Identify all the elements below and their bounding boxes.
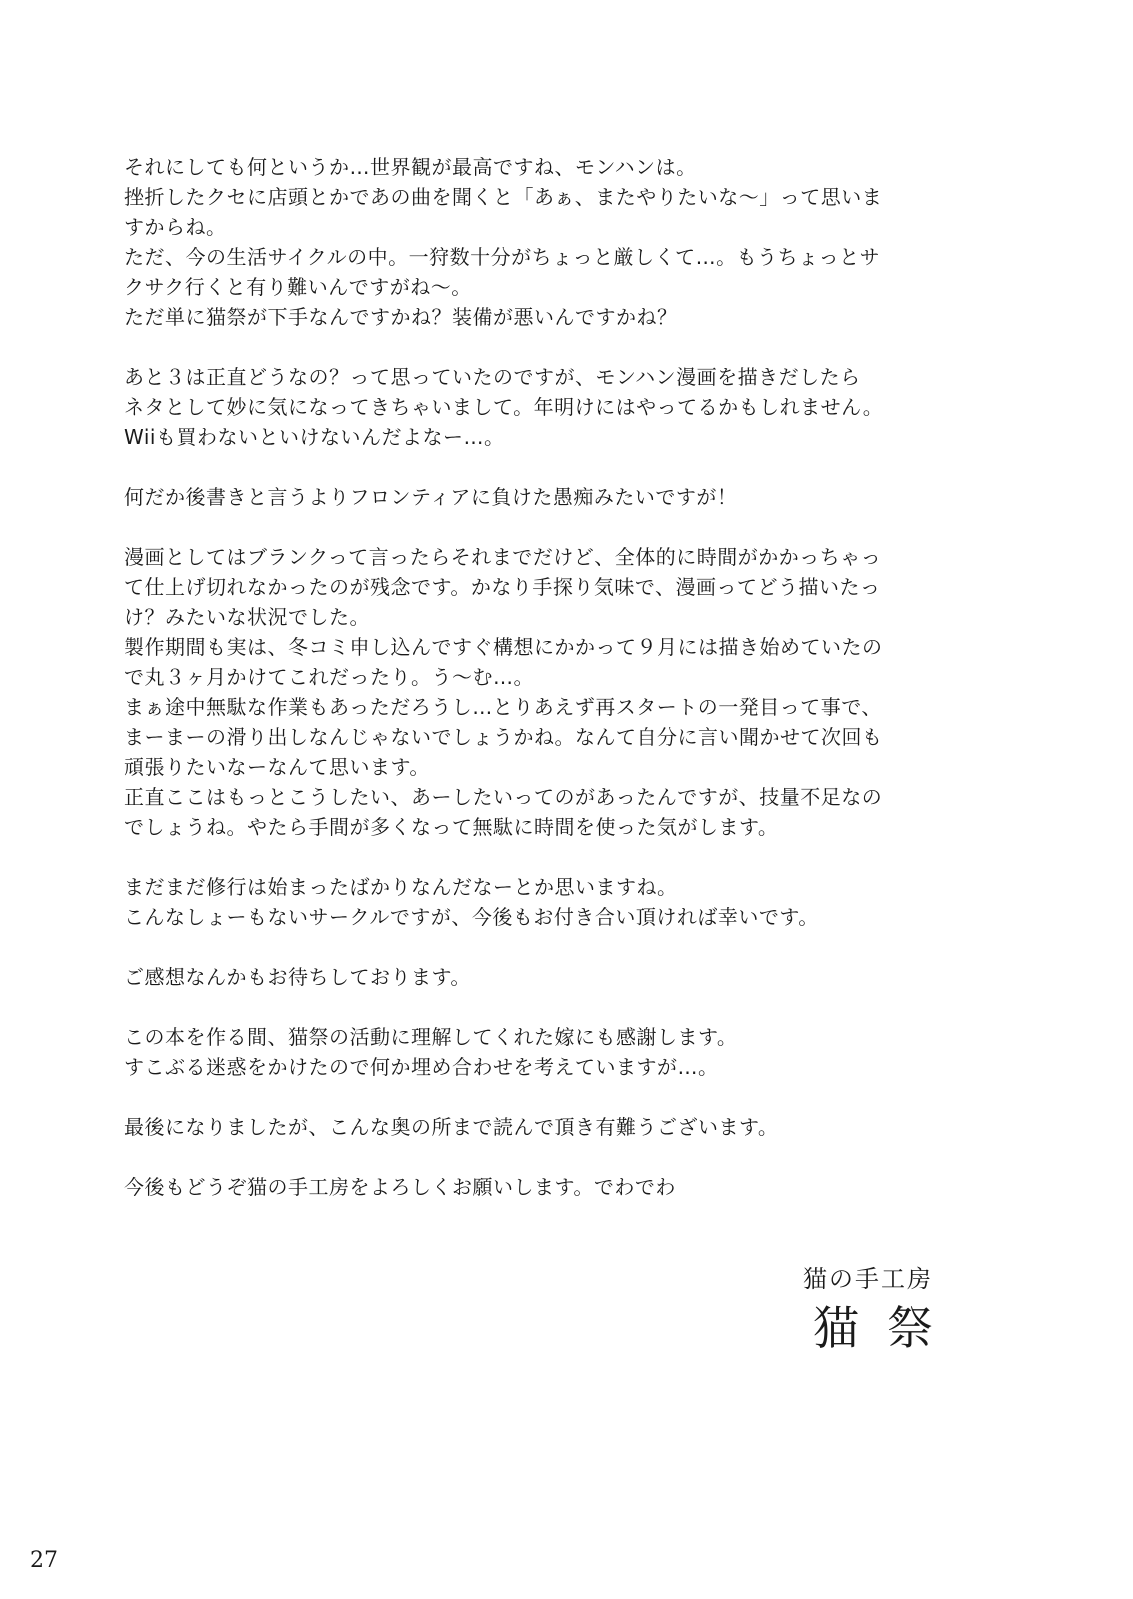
text-line: 漫画としてはブランクって言ったらそれまでだけど、全体的に時間がかかっちゃっ bbox=[124, 545, 882, 569]
text-line: この本を作る間、猫祭の活動に理解してくれた嫁にも感謝します。 bbox=[124, 1025, 738, 1049]
paragraph bbox=[124, 962, 1004, 992]
paragraph-gap bbox=[124, 842, 1004, 872]
text-line: ただ単に猫祭が下手なんですかね？装備が悪いんですかね？ bbox=[124, 305, 678, 329]
paragraph bbox=[124, 1022, 1004, 1082]
paragraph bbox=[124, 872, 1004, 932]
paragraph bbox=[124, 1172, 1004, 1202]
text-line: ご感想なんかもお待ちしております。 bbox=[124, 965, 471, 989]
text-line: 挫折したクセに店頭とかであの曲を聞くと「あぁ、またやりたいな～」って思いま bbox=[124, 185, 883, 209]
paragraph bbox=[124, 152, 1004, 332]
text-line: 最後になりましたが、こんな奥の所まで読んで頂き有難うございます。 bbox=[124, 1115, 779, 1139]
paragraph-gap bbox=[124, 332, 1004, 362]
text-line: 今後もどうぞ猫の手工房をよろしくお願いします。でわでわ bbox=[124, 1175, 676, 1199]
paragraph-gap bbox=[124, 1142, 1004, 1172]
circle-name: 猫の手工房 bbox=[803, 1265, 933, 1293]
text-line: 何だか後書きと言うよりフロンティアに負けた愚痴みたいですが！ bbox=[124, 485, 738, 509]
text-line: まーまーの滑り出しなんじゃないでしょうかね。なんて自分に言い聞かせて次回も bbox=[124, 725, 883, 749]
paragraph bbox=[124, 542, 1004, 842]
paragraph bbox=[124, 1112, 1004, 1142]
text-line: け？みたいな状況でした。 bbox=[124, 605, 370, 629]
text-line: すからね。 bbox=[124, 215, 227, 239]
page-number: 27 bbox=[30, 1548, 58, 1573]
paragraph-gap bbox=[124, 1082, 1004, 1112]
text-line: 頑張りたいなーなんて思います。 bbox=[124, 755, 430, 779]
paragraph-gap bbox=[124, 512, 1004, 542]
paragraph bbox=[124, 482, 1004, 512]
text-line: で丸３ヶ月かけてこれだったり。う～む…。 bbox=[124, 665, 534, 689]
text-line: Wiiも買わないといけないんだよなー…。 bbox=[124, 425, 505, 449]
text-line: クサク行くと有り難いんですがね～。 bbox=[124, 275, 472, 299]
paragraph-gap bbox=[124, 452, 1004, 482]
text-line: ただ、今の生活サイクルの中。一狩数十分がちょっと厳しくて…。もうちょっとサ bbox=[124, 245, 881, 269]
text-line: まぁ途中無駄な作業もあっただろうし…とりあえず再スタートの一発目って事で、 bbox=[124, 695, 882, 719]
text-line: こんなしょーもないサークルですが、今後もお付き合い頂ければ幸いです。 bbox=[124, 905, 819, 929]
text-line: ネタとして妙に気になってきちゃいまして。年明けにはやってるかもしれません。 bbox=[124, 395, 884, 419]
text-line: まだまだ修行は始まったばかりなんだなーとか思いますね。 bbox=[124, 875, 678, 899]
text-line: 正直ここはもっとこうしたい、あーしたいってのがあったんですが、技量不足なの bbox=[124, 785, 883, 809]
paragraph-gap bbox=[124, 992, 1004, 1022]
text-line: でしょうね。やたら手間が多くなって無駄に時間を使った気がします。 bbox=[124, 815, 779, 839]
afterword-text bbox=[124, 152, 1004, 1202]
text-line: 製作期間も実は、冬コミ申し込んですぐ構想にかかって９月には描き始めていたの bbox=[124, 635, 883, 659]
text-line: あと３は正直どうなの？って思っていたのですが、モンハン漫画を描きだしたら bbox=[124, 365, 861, 389]
paragraph-gap bbox=[124, 932, 1004, 962]
text-line: すこぶる迷惑をかけたので何か埋め合わせを考えていますが…。 bbox=[124, 1055, 719, 1079]
signature-block bbox=[803, 1262, 961, 1356]
text-line: それにしても何というか…世界観が最高ですね、モンハンは。 bbox=[124, 155, 697, 179]
author-name: 猫祭 bbox=[813, 1301, 961, 1355]
text-line: て仕上げ切れなかったのが残念です。かなり手探り気味で、漫画ってどう描いたっ bbox=[124, 575, 881, 599]
paragraph bbox=[124, 362, 1004, 452]
